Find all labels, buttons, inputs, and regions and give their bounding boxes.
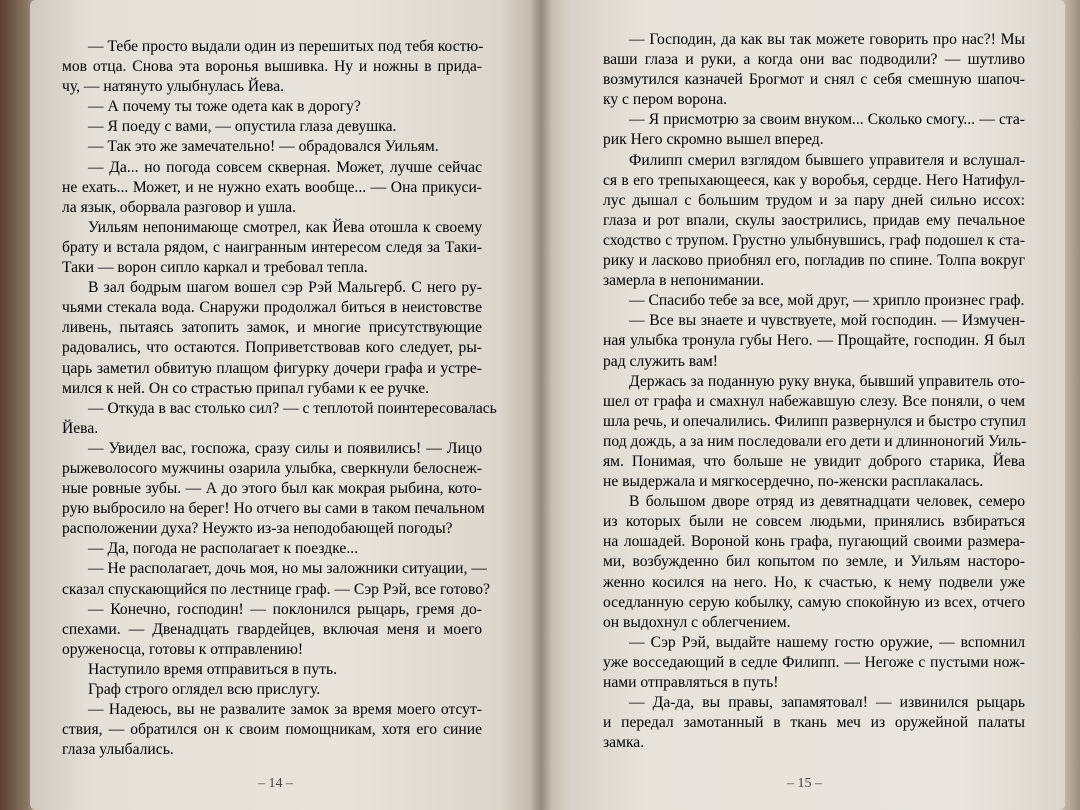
- text-line: рик Него скромно вышел вперед.: [603, 131, 824, 149]
- text-line: мился к ней. Он со страстью припал губами к ее ручке.: [62, 379, 430, 397]
- text-line: — Сэр Рэй, выдайте нашему гостю оружие, — вспомнил: [629, 633, 1025, 651]
- text-line: рад служить вам!: [603, 352, 718, 370]
- text-line: оруженосца, готовы к отправлению!: [62, 640, 304, 658]
- text-line: — Да... но погода совсем скверная. Может, лучше сейчас: [88, 158, 482, 176]
- text-line: замерла в непонимании.: [603, 272, 765, 290]
- text-line: В большом дворе отряд из девятнадцати человек, семеро: [629, 493, 1025, 511]
- left-page-text: [62, 37, 497, 760]
- text-line: — Тебе просто выдали один из перешитых под тебя костю-: [88, 38, 484, 55]
- text-line: ная улыбка тронула губы Него. — Прощайте, господин. Я был: [603, 332, 1025, 350]
- text-line: под дождь, а за ним последовали его дети и длинноногий Уиль-: [603, 432, 1027, 450]
- text-line: ми, возбужденно бил копытом по земле, и Уильям насторо-: [603, 553, 1025, 571]
- text-line: рую выбросило на берег! Но отчего вы сами в таком печальном: [62, 500, 485, 518]
- text-line: он выдохнул с облегчением.: [603, 613, 791, 631]
- text-line: — Все вы знаете и чувствуете, мой господин. — Измучен-: [629, 312, 1025, 330]
- text-line: глаза улыбались.: [62, 741, 174, 759]
- text-line: не выдержала и мягкосердечно, по-женски расплакалась.: [603, 473, 984, 491]
- text-line: нами отправляться в путь!: [603, 674, 779, 691]
- text-line: — Откуда в вас столько сил? — с теплотой поинтересовалась: [88, 399, 497, 417]
- text-line: — Я присмотрю за своим внуком... Сколько смогу... — ста-: [629, 111, 1025, 129]
- text-line: не ехать... Может, и не нужно ехать вообще... — Она прикуси-: [62, 178, 482, 196]
- book-gutter: [530, 0, 552, 810]
- text-line: радовались, что остаются. Поприветствовав кого следует, ры-: [62, 339, 482, 357]
- text-line: ку с пером ворона.: [603, 91, 728, 109]
- text-line: Уильям непонимающе смотрел, как Йева отошла к своему: [88, 218, 482, 236]
- text-line: уже восседающий в седле Филипп. — Негоже с пустыми нож-: [603, 653, 1025, 671]
- text-line: сказал спускающийся по лестнице граф. — Сэр Рэй, все готово?: [62, 580, 490, 598]
- page-number-left: – 14 –: [258, 776, 293, 791]
- text-line: из которых были не совсем людьми, принялись взбираться: [603, 513, 1025, 531]
- text-line: — Конечно, господин! — поклонился рыцарь, гремя до-: [88, 600, 482, 618]
- text-line: спехами. — Двенадцать гвардейцев, включая меня и моего: [62, 620, 482, 638]
- text-line: — Я поеду с вами, — опустила глаза девушка.: [88, 118, 397, 136]
- text-line: ваши глаза и руки, а когда они вас подводили? — шутливо: [603, 51, 1025, 69]
- text-line: — Не располагает, дочь моя, но мы заложники ситуации, —: [88, 560, 487, 578]
- text-line: — Увидел вас, госпожа, сразу силы и появились! — Лицо: [88, 439, 482, 457]
- page-number-right: – 15 –: [787, 776, 822, 791]
- text-line: — Так это же замечательно! — обрадовался Уильям.: [88, 138, 439, 156]
- text-line: Держась за поданную руку внука, бывший управитель ото-: [629, 372, 1025, 390]
- text-line: оседланную серую кобылку, самую спокойную из всех, отчего: [603, 593, 1025, 611]
- text-line: ям. Понимая, что больше не увидит доброго старика, Йева: [603, 452, 1025, 470]
- text-line: рику и ласково приобнял его, погладив по спине. Толпа вокруг: [603, 252, 1025, 270]
- text-line: царь заметил обвитую плащом фигурку дочери графа и устре-: [62, 359, 482, 377]
- text-line: Наступило время отправиться в путь.: [88, 660, 338, 678]
- text-line: шла речь, и опечалились. Филипп развернулся и быстро ступил: [603, 412, 1026, 430]
- text-line: чу, — натянуто улыбнулась Йева.: [62, 78, 285, 96]
- text-line: лус дышал с большим трудом и за пару дней сильно иссох:: [603, 191, 1025, 209]
- text-line: ные ровные зубы. — А до этого был как мокрая рыбина, кото-: [62, 480, 482, 498]
- text-line: — Господин, да как вы так можете говорить про нас?! Мы: [629, 31, 1025, 48]
- text-line: замка.: [603, 734, 645, 752]
- text-line: на лошадей. Вороной конь графа, пугающий своими размера-: [603, 533, 1025, 551]
- text-line: сходство с трупом. Грустно улыбнувшись, граф подошел к ста-: [603, 231, 1025, 249]
- text-line: Йева.: [62, 419, 99, 437]
- text-line: Таки — ворон сипло каркал и требовал тепла.: [62, 259, 368, 277]
- text-line: расположении духа? Неужто из-за неподобающей погоды?: [62, 520, 453, 538]
- text-line: Филипп смерил взглядом бывшего управителя и вслушал-: [629, 151, 1025, 169]
- text-line: возмутился казначей Брогмот и снял с себя смешную шапоч-: [603, 71, 1025, 89]
- text-line: ся в его трепыхающееся, как у воробья, сердце. Него Натифул-: [603, 171, 1025, 189]
- text-line: и передал замотанный в ткань меч из оружейной палаты: [603, 714, 1025, 732]
- text-line: рыжеволосого мужчины озарила улыбка, сверкнули белоснеж-: [62, 459, 482, 477]
- text-line: В зал бодрым шагом вошел сэр Рэй Мальгерб. С него ру-: [88, 279, 482, 297]
- text-line: — Надеюсь, вы не развалите замок за время моего отсут-: [88, 701, 482, 719]
- text-line: женно косился на него. Но, к счастью, к нему подвели уже: [603, 573, 1025, 591]
- text-line: мов отца. Снова эта воронья вышивка. Ну и ножны в прида-: [62, 58, 482, 76]
- text-line: — А почему ты тоже одета как в дорогу?: [88, 98, 361, 116]
- text-line: Граф строго оглядел всю прислугу.: [88, 681, 321, 698]
- text-line: — Спасибо тебе за все, мой друг, — хрипло произнес граф.: [629, 292, 1025, 310]
- text-line: брату и встала рядом, с наигранным интересом следя за Таки-: [62, 238, 482, 256]
- text-line: чьями стекала вода. Снаружи продолжал биться в неистовстве: [62, 299, 482, 317]
- text-line: ла язык, оборвала разговор и ушла.: [62, 198, 297, 216]
- right-page-text: [603, 30, 1025, 753]
- text-line: — Да-да, вы правы, запамятовал! — извинился рыцарь: [629, 694, 1025, 712]
- text-line: — Да, погода не располагает к поездке...: [88, 540, 359, 558]
- text-line: ствия, — обратился он к своим помощникам, хотя его синие: [62, 721, 482, 739]
- text-line: глаза и рот впали, скулы заострились, придав ему печальное: [603, 211, 1025, 229]
- text-line: ливень, пытаясь затопить замок, и многие присутствующие: [62, 319, 482, 337]
- text-line: шел от графа и смахнул набежавшую слезу. Все поняли, о чем: [603, 392, 1025, 410]
